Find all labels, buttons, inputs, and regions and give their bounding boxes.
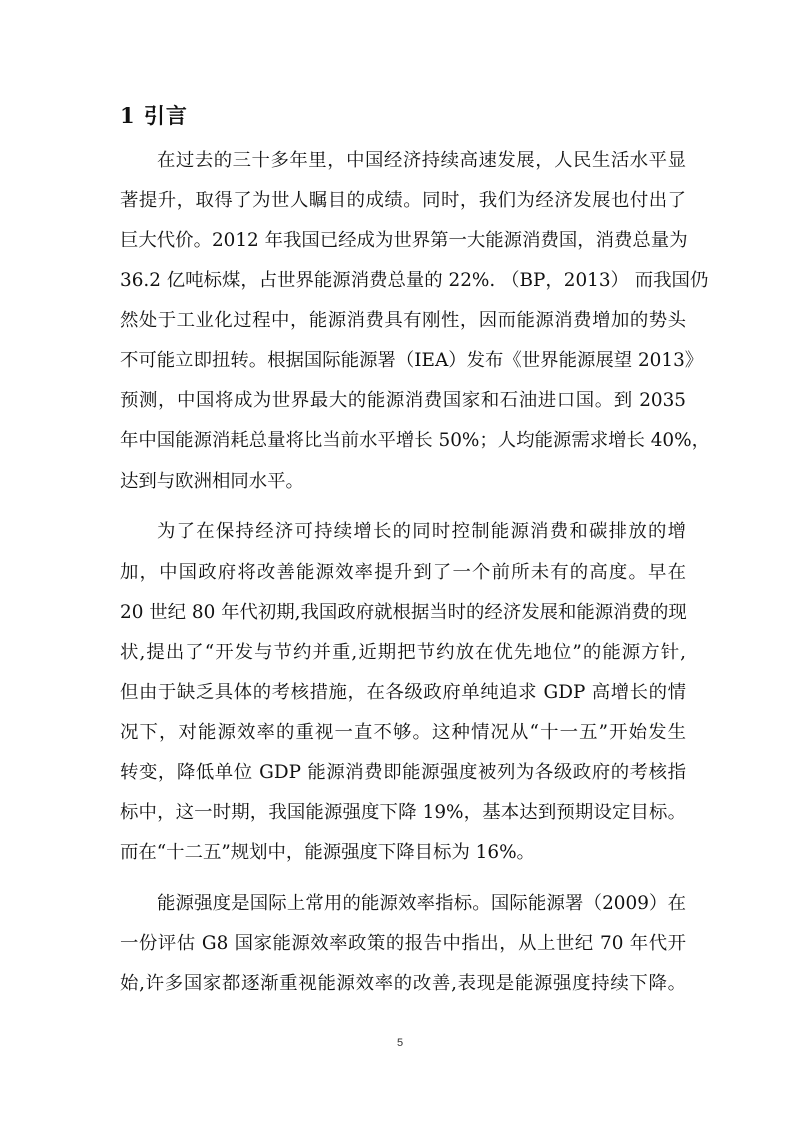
text-line: 而在“十二五”规划中，能源强度下降目标为 16%。 [120, 842, 535, 863]
text-line: 一份评估 G8 国家能源效率政策的报告中指出，从上世纪 70 年代开 [120, 933, 686, 954]
text-line: 况下，对能源效率的重视一直不够。这种情况从“十一五”开始发生 [120, 722, 686, 743]
text-line: 年中国能源消耗总量将比当前水平增长 50%；人均能源需求增长 40%， [120, 430, 710, 451]
text-line: 然处于工业化过程中，能源消费具有刚性，因而能源消费增加的势头 [120, 310, 686, 331]
text-line: 不可能立即扭转。根据国际能源署（IEA）发布《世界能源展望 2013》 [120, 350, 704, 371]
text-line: 达到与欧洲相同水平。 [120, 471, 304, 492]
section-heading: 1 引言 [120, 103, 188, 128]
text-line: 20 世纪 80 年代初期,我国政府就根据当时的经济发展和能源消费的现 [120, 602, 687, 623]
text-line: 转变，降低单位 GDP 能源消费即能源强度被列为各级政府的考核指 [120, 762, 686, 783]
text-line: 在过去的三十多年里，中国经济持续高速发展，人民生活水平显 [157, 150, 686, 171]
text-line: 能源强度是国际上常用的能源效率指标。国际能源署（2009）在 [157, 893, 686, 914]
text-line: 状,提出了“开发与节约并重,近期把节约放在优先地位”的能源方针, [120, 642, 686, 663]
text-line: 始,许多国家都逐渐重视能源效率的改善,表现是能源强度持续下降。 [120, 973, 686, 994]
text-line: 加，中国政府将改善能源效率提升到了一个前所未有的高度。早在 [120, 562, 686, 583]
text-line: 标中，这一时期，我国能源强度下降 19%，基本达到预期设定目标。 [120, 802, 686, 823]
text-line: 36.2 亿吨标煤，占世界能源消费总量的 22%. （BP，2013） 而我国仍 [120, 270, 709, 291]
text-line: 著提升，取得了为世人瞩目的成绩。同时，我们为经济发展也付出了 [120, 190, 686, 211]
text-line: 预测，中国将成为世界最大的能源消费国家和石油进口国。到 2035 [120, 390, 686, 411]
text-line: 但由于缺乏具体的考核措施，在各级政府单纯追求 GDP 高增长的情 [120, 682, 686, 703]
text-line: 巨大代价。2012 年我国已经成为世界第一大能源消费国，消费总量为 [120, 230, 688, 251]
text-line: 为了在保持经济可持续增长的同时控制能源消费和碳排放的增 [157, 521, 686, 542]
page-number: 5 [396, 1037, 404, 1049]
